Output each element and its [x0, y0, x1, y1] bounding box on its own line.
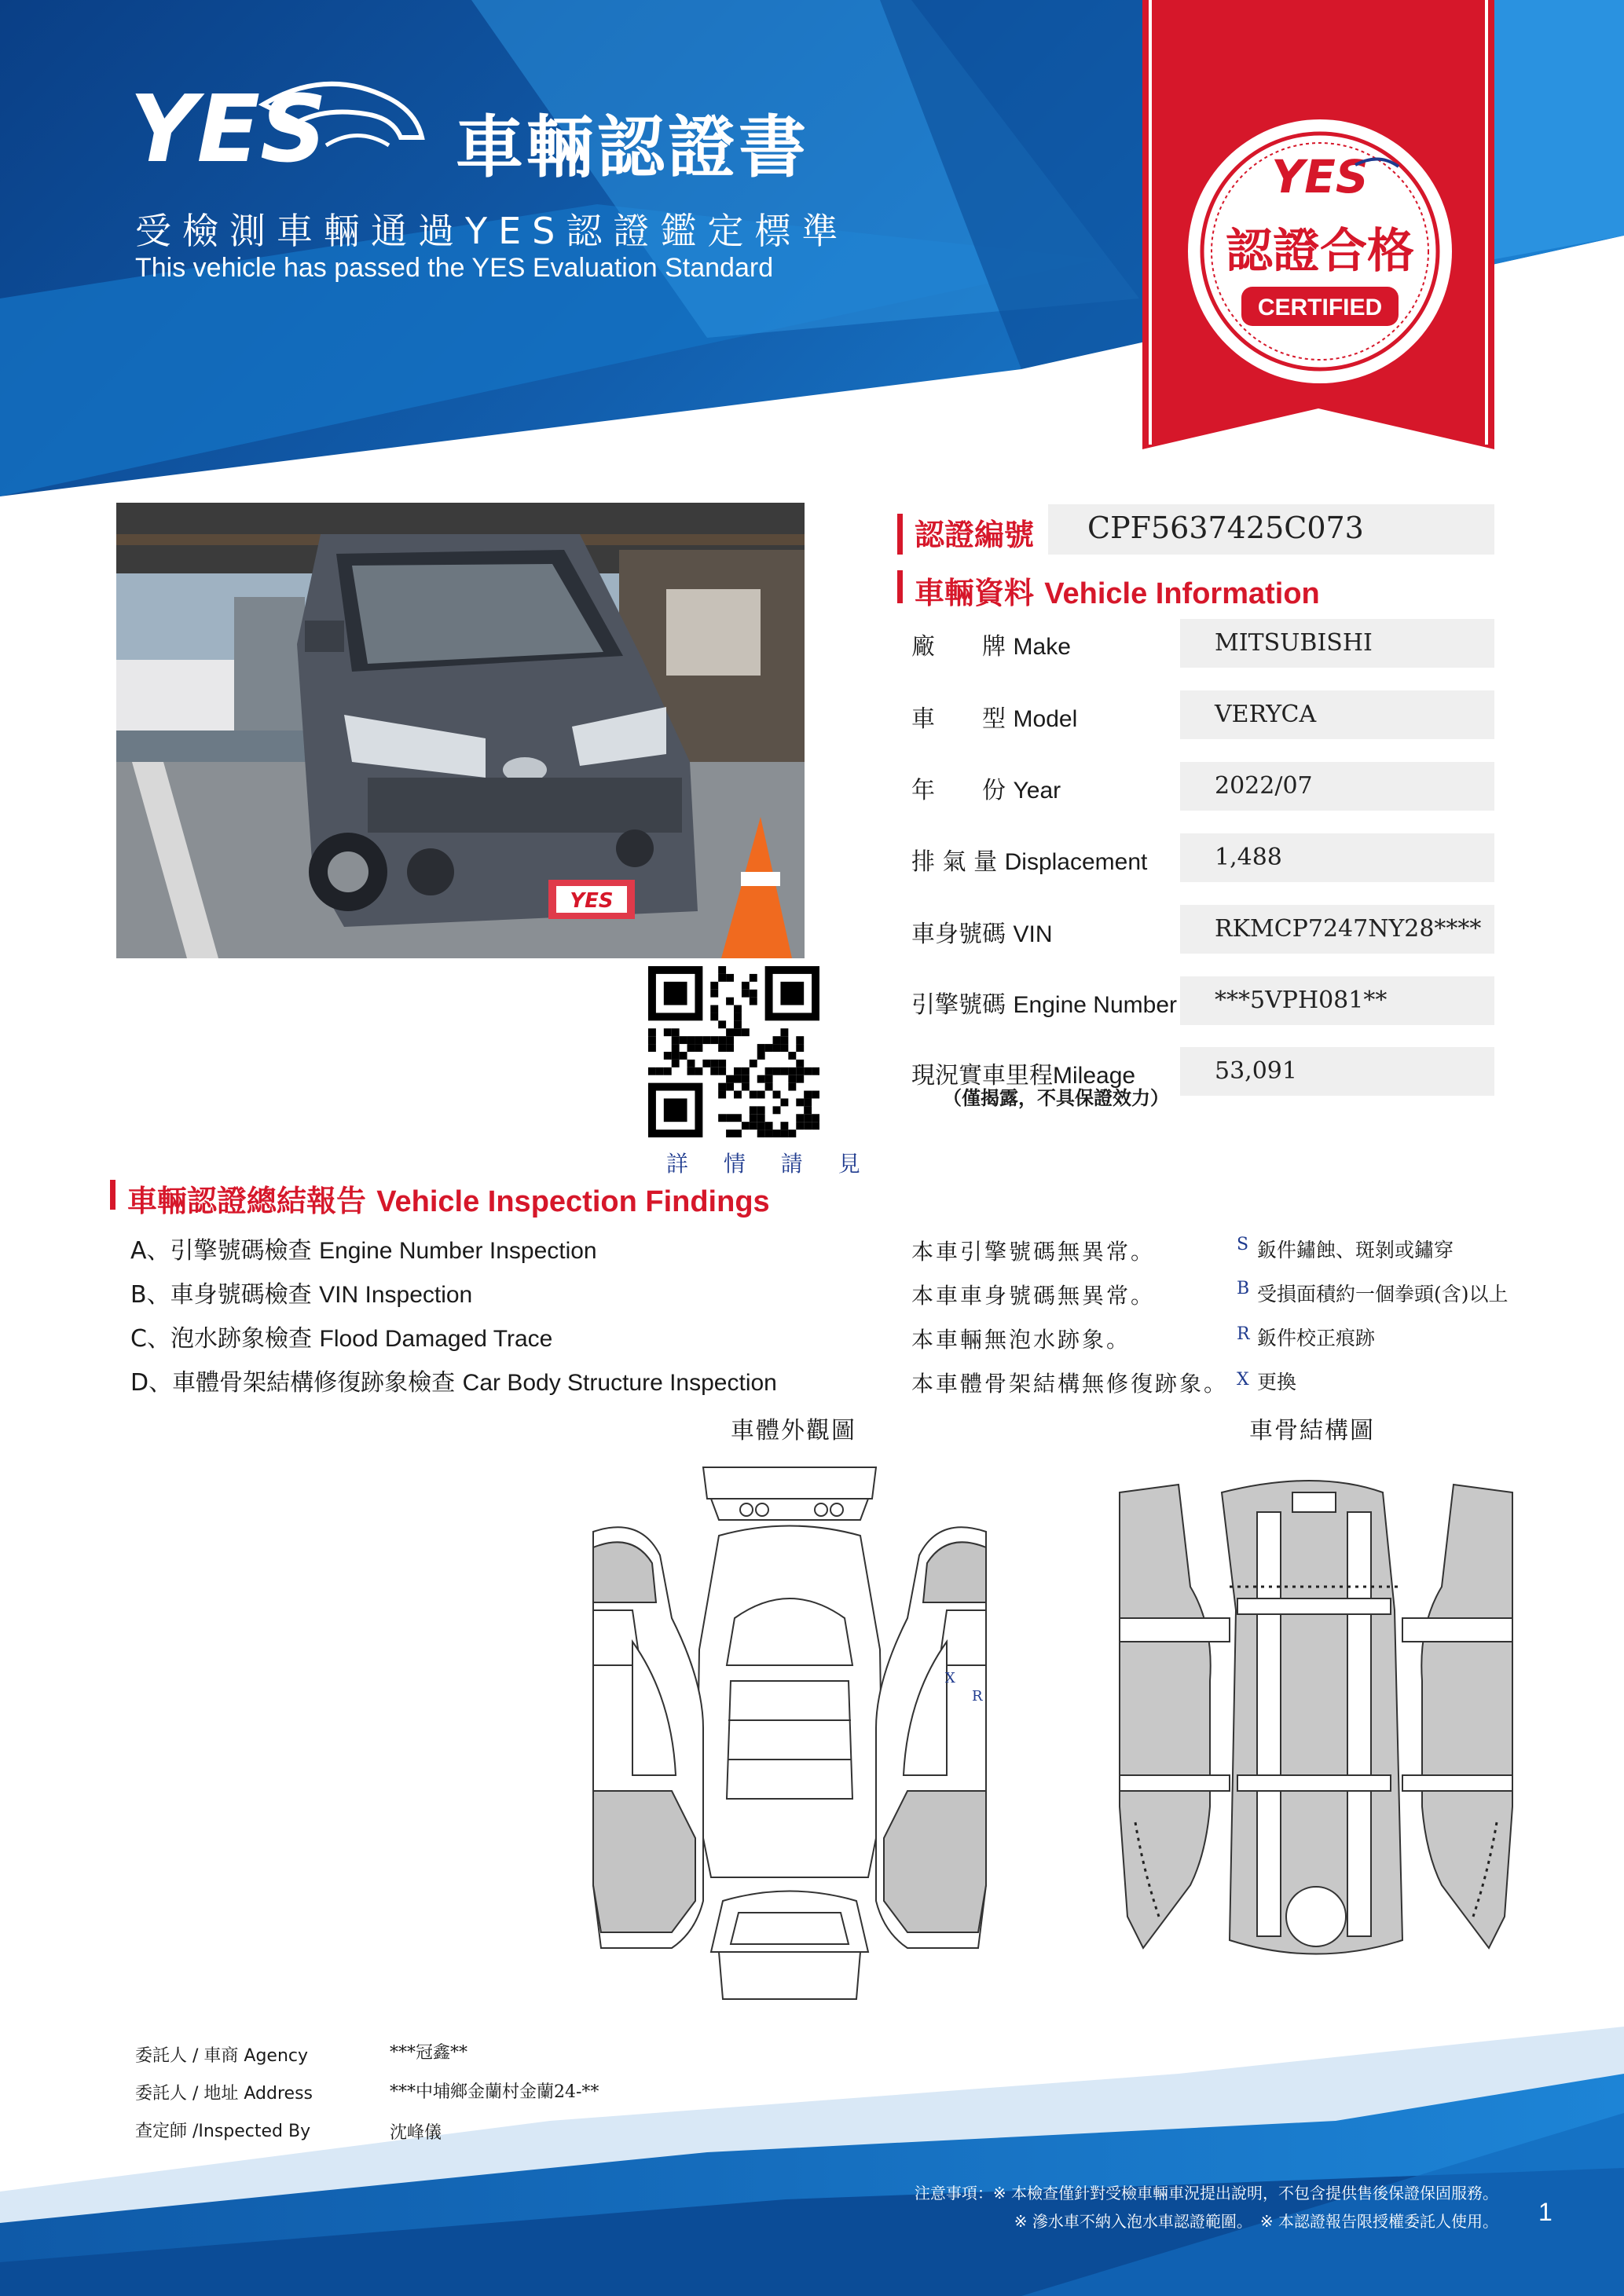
engine-number-label: 引擎號碼 Engine Number [911, 991, 1177, 1019]
engine-number-value: ***5VPH081** [1215, 987, 1388, 1014]
svg-text:YES: YES [130, 75, 328, 183]
findings-title: 車輛認證總結報告 Vehicle Inspection Findings [127, 1184, 770, 1218]
yes-logo [130, 67, 428, 185]
year-label: 年 份 Year [911, 777, 1061, 804]
vin-label: 車身號碼 VIN [911, 921, 1053, 948]
finding-b: B、車身號碼檢查 VIN Inspection [130, 1281, 473, 1309]
notice-line-2: ※ 滲水車不納入泡水車認證範圍。 ※ 本認證報告限授權委託人使用。 [1014, 2212, 1498, 2231]
vin-value: RKMCP7247NY28**** [1215, 915, 1482, 943]
accent-bar [897, 570, 903, 603]
exterior-body-diagram [585, 1461, 994, 2003]
accent-bar [110, 1180, 115, 1210]
page-number: 1 [1538, 2198, 1553, 2226]
frame-diagram-caption: 車骨結構圖 [1249, 1417, 1375, 1445]
agency-label: 委託人 / 車商 Agency [135, 2046, 309, 2066]
legend-text-x: 更換 [1257, 1371, 1297, 1393]
mileage-value: 53,091 [1215, 1057, 1297, 1085]
frame-structure-diagram [1112, 1477, 1520, 1979]
finding-c-result: 本車輛無泡水跡象。 [911, 1327, 1131, 1353]
subtitle-en: This vehicle has passed the YES Evaluation Standard [135, 253, 774, 283]
finding-a-result: 本車引擎號碼無異常。 [911, 1239, 1156, 1265]
address-value: ***中埔鄉金蘭村金蘭24-** [390, 2082, 599, 2102]
subtitle-zh: 受檢測車輛通過YES認證鑑定標準 [135, 210, 849, 252]
svg-text:YES: YES [570, 889, 614, 913]
qr-caption: 詳 情 請 見 [666, 1151, 874, 1177]
certified-stamp [1186, 118, 1454, 385]
damage-mark-r: R [972, 1688, 983, 1705]
agency-value: ***冠鑫** [390, 2043, 468, 2063]
accent-bar [897, 514, 903, 555]
displacement-value: 1,488 [1215, 844, 1282, 871]
exterior-diagram-caption: 車體外觀圖 [731, 1417, 856, 1445]
damage-mark-x: X [945, 1670, 955, 1686]
finding-a: A、引擎號碼檢查 Engine Number Inspection [130, 1237, 597, 1265]
model-value: VERYCA [1215, 701, 1317, 728]
notice-line-1: 注意事項：※ 本檢查僅針對受檢車輛車況提出說明，不包含提供售後保證保固服務。 [914, 2184, 1498, 2203]
legend-text-b: 受損面積約一個拳頭(含)以上 [1257, 1283, 1509, 1305]
finding-c: C、泡水跡象檢查 Flood Damaged Trace [130, 1325, 553, 1353]
inspector-label: 查定師 /Inspected By [135, 2122, 311, 2141]
certificate-title: 車輛認證書 [456, 108, 809, 187]
certificate-number-label: 認證編號 [915, 518, 1035, 552]
finding-d: D、車體骨架結構修復跡象檢查 Car Body Structure Inspection [130, 1369, 777, 1397]
make-label: 廠 牌 Make [911, 633, 1071, 661]
svg-text:YES: YES [1271, 150, 1369, 203]
certificate-number: CPF5637425C073 [1087, 511, 1364, 545]
legend-symbol-x: X [1237, 1370, 1249, 1390]
legend-symbol-b: B [1237, 1279, 1250, 1298]
svg-text:CERTIFIED: CERTIFIED [1257, 295, 1383, 320]
finding-b-result: 本車車身號碼無異常。 [911, 1283, 1156, 1309]
qr-code[interactable] [647, 966, 820, 1137]
mileage-note: （僅揭露，不具保證效力） [943, 1087, 1169, 1109]
displacement-label: 排 氣 量 Displacement [911, 848, 1148, 876]
legend-symbol-s: S [1237, 1235, 1249, 1254]
address-label: 委託人 / 地址 Address [135, 2084, 313, 2104]
vehicle-photo [116, 503, 805, 958]
legend-symbol-r: R [1237, 1324, 1250, 1344]
finding-d-result: 本車體骨架結構無修復跡象。 [911, 1371, 1229, 1397]
make-value: MITSUBISHI [1215, 629, 1373, 657]
svg-text:認證合格: 認證合格 [1226, 224, 1414, 279]
legend-text-r: 鈑件校正痕跡 [1257, 1327, 1376, 1349]
model-label: 車 型 Model [911, 705, 1078, 733]
inspector-value: 沈峰儀 [390, 2123, 442, 2143]
legend-text-s: 鈑件鏽蝕、斑剝或鏽穿 [1257, 1239, 1454, 1262]
mileage-label: 現況實車里程Mileage [911, 1062, 1136, 1089]
year-value: 2022/07 [1215, 772, 1313, 800]
vehicle-info-title: 車輛資料 Vehicle Information [915, 576, 1320, 610]
